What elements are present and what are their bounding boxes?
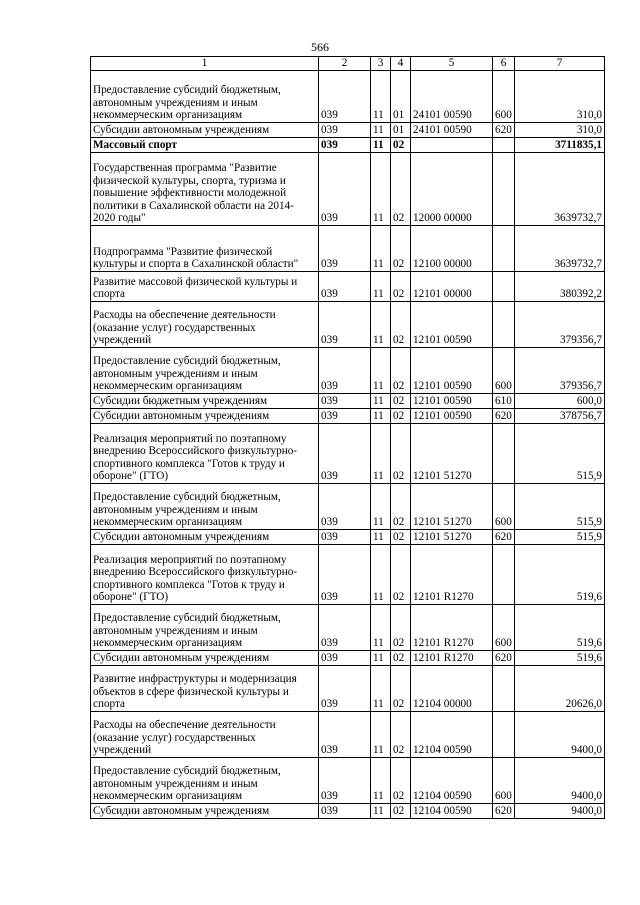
table-row <box>91 272 605 302</box>
description-cell: Субсидии автономным учреждениям <box>91 409 319 424</box>
subsection-cell: 02 <box>391 605 411 651</box>
section-cell: 11 <box>371 153 391 226</box>
subsection-cell: 02 <box>391 545 411 605</box>
amount-cell: 9400,0 <box>515 804 605 819</box>
description-cell: Подпрограмма "Развитие физической культуры и спорта в Сахалинской области" <box>91 226 319 272</box>
description-cell: Расходы на обеспечение деятельности (оказание услуг) государственных учреждений <box>91 712 319 758</box>
ministry-code-cell: 039 <box>319 123 371 138</box>
subsection-cell: 02 <box>391 348 411 394</box>
description-cell: Субсидии автономным учреждениям <box>91 123 319 138</box>
ministry-code-cell: 039 <box>319 530 371 545</box>
subsection-cell: 02 <box>391 153 411 226</box>
expense-type-cell <box>493 424 515 484</box>
subsection-cell: 01 <box>391 123 411 138</box>
table-row <box>91 302 605 348</box>
section-cell: 11 <box>371 348 391 394</box>
section-cell: 11 <box>371 394 391 409</box>
column-header-2: 2 <box>319 57 371 71</box>
amount-cell: 519,6 <box>515 545 605 605</box>
subsection-cell: 02 <box>391 530 411 545</box>
description-cell: Массовый спорт <box>91 138 319 153</box>
target-article-cell: 12101 R1270 <box>411 545 493 605</box>
amount-cell: 519,6 <box>515 651 605 666</box>
target-article-cell: 12000 00000 <box>411 153 493 226</box>
expense-type-cell: 600 <box>493 484 515 530</box>
amount-cell: 379356,7 <box>515 302 605 348</box>
target-article-cell: 12100 00000 <box>411 226 493 272</box>
ministry-code-cell: 039 <box>319 605 371 651</box>
expense-type-cell <box>493 226 515 272</box>
ministry-code-cell: 039 <box>319 409 371 424</box>
amount-cell: 380392,2 <box>515 272 605 302</box>
amount-cell: 9400,0 <box>515 758 605 804</box>
column-header-1: 1 <box>91 57 319 71</box>
section-cell: 11 <box>371 666 391 712</box>
target-article-cell <box>411 138 493 153</box>
expense-type-cell: 620 <box>493 409 515 424</box>
expense-type-cell: 620 <box>493 530 515 545</box>
target-article-cell: 12101 51270 <box>411 530 493 545</box>
table-row <box>91 409 605 424</box>
description-cell: Предоставление субсидий бюджетным, автономным учреждениям и иным некоммерческим организациям <box>91 758 319 804</box>
table-row <box>91 153 605 226</box>
ministry-code-cell: 039 <box>319 138 371 153</box>
table-row <box>91 605 605 651</box>
amount-cell: 310,0 <box>515 123 605 138</box>
ministry-code-cell: 039 <box>319 666 371 712</box>
description-cell: Предоставление субсидий бюджетным, автономным учреждениям и иным некоммерческим организациям <box>91 484 319 530</box>
description-cell: Предоставление субсидий бюджетным, автономным учреждениям и иным некоммерческим организациям <box>91 348 319 394</box>
amount-cell: 379356,7 <box>515 348 605 394</box>
target-article-cell: 12101 00590 <box>411 409 493 424</box>
subsection-cell: 02 <box>391 302 411 348</box>
target-article-cell: 12101 R1270 <box>411 605 493 651</box>
section-cell: 11 <box>371 123 391 138</box>
description-cell: Субсидии автономным учреждениям <box>91 651 319 666</box>
description-cell: Расходы на обеспечение деятельности (оказание услуг) государственных учреждений <box>91 302 319 348</box>
description-cell: Субсидии автономным учреждениям <box>91 804 319 819</box>
ministry-code-cell: 039 <box>319 651 371 666</box>
section-cell: 11 <box>371 226 391 272</box>
target-article-cell: 12101 00590 <box>411 394 493 409</box>
description-cell: Развитие инфраструктуры и модернизация объектов в сфере физической культуры и спорта <box>91 666 319 712</box>
amount-cell: 3639732,7 <box>515 226 605 272</box>
page-number: 566 <box>311 40 329 54</box>
subsection-cell: 02 <box>391 409 411 424</box>
table-row <box>91 712 605 758</box>
target-article-cell: 12104 00590 <box>411 712 493 758</box>
subsection-cell: 02 <box>391 666 411 712</box>
section-cell: 11 <box>371 138 391 153</box>
target-article-cell: 24101 00590 <box>411 71 493 123</box>
ministry-code-cell: 039 <box>319 484 371 530</box>
amount-cell: 519,6 <box>515 605 605 651</box>
description-cell: Государственная программа "Развитие физической культуры, спорта, туризма и повышение эффективности молодежной политики в Сахалинской области на 2014-2020 годы" <box>91 153 319 226</box>
section-cell: 11 <box>371 71 391 123</box>
amount-cell: 3639732,7 <box>515 153 605 226</box>
column-header-7: 7 <box>515 57 605 71</box>
section-cell: 11 <box>371 302 391 348</box>
section-cell: 11 <box>371 804 391 819</box>
expense-type-cell: 600 <box>493 758 515 804</box>
section-cell: 11 <box>371 712 391 758</box>
target-article-cell: 24101 00590 <box>411 123 493 138</box>
amount-cell: 515,9 <box>515 484 605 530</box>
section-cell: 11 <box>371 545 391 605</box>
table-row <box>91 530 605 545</box>
table-row <box>91 545 605 605</box>
column-header-4: 4 <box>391 57 411 71</box>
target-article-cell: 12101 51270 <box>411 424 493 484</box>
amount-cell: 600,0 <box>515 394 605 409</box>
ministry-code-cell: 039 <box>319 424 371 484</box>
amount-cell: 378756,7 <box>515 409 605 424</box>
target-article-cell: 12101 R1270 <box>411 651 493 666</box>
table-header-row <box>91 57 605 71</box>
expense-type-cell: 600 <box>493 71 515 123</box>
expense-type-cell: 620 <box>493 804 515 819</box>
ministry-code-cell: 039 <box>319 272 371 302</box>
ministry-code-cell: 039 <box>319 712 371 758</box>
target-article-cell: 12101 51270 <box>411 484 493 530</box>
description-cell: Развитие массовой физической культуры и спорта <box>91 272 319 302</box>
expense-type-cell <box>493 272 515 302</box>
table-row <box>91 348 605 394</box>
description-cell: Предоставление субсидий бюджетным, автономным учреждениям и иным некоммерческим организациям <box>91 605 319 651</box>
description-cell: Реализация мероприятий по поэтапному внедрению Всероссийского физкультурно-спортивного комплекса "Готов к труду и обороне" (ГТО) <box>91 424 319 484</box>
target-article-cell: 12101 00590 <box>411 302 493 348</box>
budget-table <box>90 56 605 819</box>
subsection-cell: 02 <box>391 226 411 272</box>
table-row <box>91 484 605 530</box>
table-row <box>91 666 605 712</box>
description-cell: Предоставление субсидий бюджетным, автономным учреждениям и иным некоммерческим организациям <box>91 71 319 123</box>
section-cell: 11 <box>371 484 391 530</box>
ministry-code-cell: 039 <box>319 226 371 272</box>
amount-cell: 310,0 <box>515 71 605 123</box>
expense-type-cell <box>493 712 515 758</box>
expense-type-cell: 610 <box>493 394 515 409</box>
amount-cell: 515,9 <box>515 424 605 484</box>
expense-type-cell <box>493 153 515 226</box>
ministry-code-cell: 039 <box>319 804 371 819</box>
ministry-code-cell: 039 <box>319 394 371 409</box>
target-article-cell: 12104 00590 <box>411 758 493 804</box>
expense-type-cell <box>493 666 515 712</box>
subsection-cell: 02 <box>391 424 411 484</box>
column-header-6: 6 <box>493 57 515 71</box>
ministry-code-cell: 039 <box>319 71 371 123</box>
subsection-cell: 01 <box>391 71 411 123</box>
target-article-cell: 12104 00000 <box>411 666 493 712</box>
expense-type-cell: 620 <box>493 651 515 666</box>
target-article-cell: 12104 00590 <box>411 804 493 819</box>
subsection-cell: 02 <box>391 394 411 409</box>
subsection-cell: 02 <box>391 712 411 758</box>
column-header-3: 3 <box>371 57 391 71</box>
amount-cell: 515,9 <box>515 530 605 545</box>
subsection-cell: 02 <box>391 138 411 153</box>
section-cell: 11 <box>371 605 391 651</box>
table-row <box>91 226 605 272</box>
table-row <box>91 651 605 666</box>
description-cell: Субсидии бюджетным учреждениям <box>91 394 319 409</box>
section-cell: 11 <box>371 530 391 545</box>
table-row <box>91 138 605 153</box>
target-article-cell: 12101 00590 <box>411 348 493 394</box>
subsection-cell: 02 <box>391 272 411 302</box>
amount-cell: 20626,0 <box>515 666 605 712</box>
expense-type-cell: 620 <box>493 123 515 138</box>
description-cell: Субсидии автономным учреждениям <box>91 530 319 545</box>
subsection-cell: 02 <box>391 651 411 666</box>
table-row <box>91 804 605 819</box>
section-cell: 11 <box>371 272 391 302</box>
amount-cell: 9400,0 <box>515 712 605 758</box>
expense-type-cell <box>493 138 515 153</box>
ministry-code-cell: 039 <box>319 153 371 226</box>
table-row <box>91 71 605 123</box>
subsection-cell: 02 <box>391 758 411 804</box>
subsection-cell: 02 <box>391 484 411 530</box>
description-cell: Реализация мероприятий по поэтапному внедрению Всероссийского физкультурно-спортивного комплекса "Готов к труду и обороне" (ГТО) <box>91 545 319 605</box>
amount-cell: 3711835,1 <box>515 138 605 153</box>
table-body <box>91 71 605 819</box>
table-row <box>91 758 605 804</box>
ministry-code-cell: 039 <box>319 302 371 348</box>
ministry-code-cell: 039 <box>319 758 371 804</box>
expense-type-cell: 600 <box>493 605 515 651</box>
ministry-code-cell: 039 <box>319 348 371 394</box>
ministry-code-cell: 039 <box>319 545 371 605</box>
table-row <box>91 123 605 138</box>
section-cell: 11 <box>371 409 391 424</box>
expense-type-cell <box>493 545 515 605</box>
table-row <box>91 394 605 409</box>
column-header-5: 5 <box>411 57 493 71</box>
target-article-cell: 12101 00000 <box>411 272 493 302</box>
section-cell: 11 <box>371 651 391 666</box>
section-cell: 11 <box>371 424 391 484</box>
expense-type-cell: 600 <box>493 348 515 394</box>
table-row <box>91 424 605 484</box>
subsection-cell: 02 <box>391 804 411 819</box>
section-cell: 11 <box>371 758 391 804</box>
expense-type-cell <box>493 302 515 348</box>
